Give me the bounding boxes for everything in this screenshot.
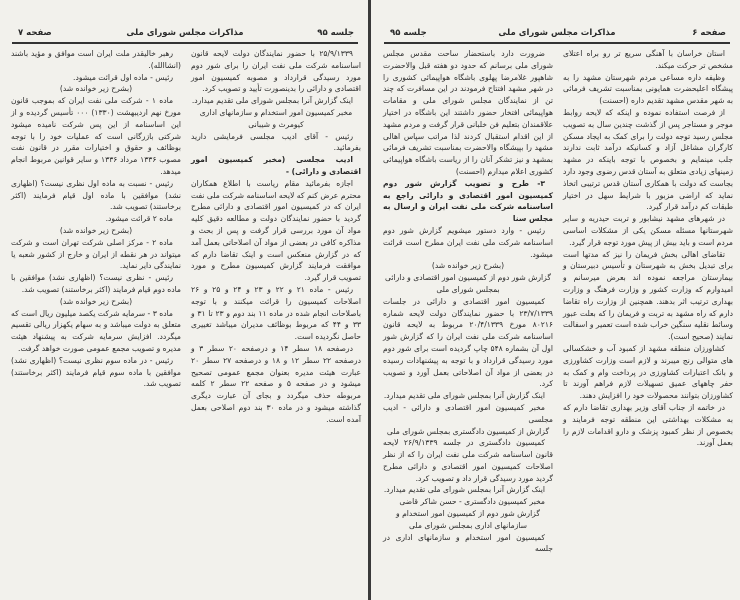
paragraph: ماده ۲ - مرکز اصلی شرکت تهران است و شرکت میتواند در هر نقطه از ایران و خارج از کشور شعبه یا نمایندگی دایر نماید. <box>11 237 181 271</box>
running-title: مذاکرات مجلس شورای ملی <box>126 28 244 38</box>
paragraph: رئیس - نسبت به ماده اول نظری نیست؟ (اظهاری نشد) موافقین با ماده اول قیام فرمایند (اکثر برخاستند) تصویب شد. <box>11 178 181 212</box>
paragraph: گزارش شور دوم از کمیسیون امور استخدام و سازمانهای اداری بمجلس شورای ملی <box>396 509 540 530</box>
paragraph: رئیس - در ماده سوم نظری نیست؟ (اظهاری نشد) موافقین با ماده سوم قیام فرمایند (اکثر برخاستند) تصویب شد. <box>11 355 181 389</box>
page-number: صفحه ۷ <box>18 28 52 38</box>
paragraph: ۲۵/۹/۱۳۳۹ با حضور نمایندگان دولت لایحه قانون اساسنامه شرکت ملی نفت ایران را برای شور دوم مورد رسیدگی قرارداد و مصوبه کمیسیون امور اقتصادی و دارائی را بدینصورت تأیید و تصویب کرد. <box>191 49 361 94</box>
paragraph: کمیسیون دادگستری در جلسه ۲۶/۹/۱۳۳۹ لایحه قانون اساسنامه شرکت ملی نفت ایران را که از نظر اصلاحات کمیسیون امور اقتصادی و دارائی مطرح گردید مورد رسیدگی قرار داد و تصویب کرد. <box>383 438 553 483</box>
paragraph: گزارش از کمیسیون دادگستری بمجلس شورای ملی <box>386 426 550 436</box>
paragraph: رئیس - وارد دستور میشویم گزارش شور دوم اساسنامه شرکت ملی نفت ایران مطرح است قرائت میشود. <box>383 225 553 259</box>
left-page <box>0 0 368 600</box>
paragraph: استان خراسان با آهنگی سریع تر رو براه اعتلای مشخص تر حرکت میکند. <box>563 49 733 70</box>
text-column <box>191 48 361 426</box>
paragraph: در خاتمه از جناب آقای وزیر بهداری تقاضا دارم که به مشکلات بهداشتی این منطقه توجه فرمایند و بخصوص از نظر کمبود پزشک و دارو اقدامات لازم را بعمل آورند. <box>563 402 733 448</box>
paragraph: کمیسیون امور اقتصادی و دارائی در جلسات ۲۳/۷/۱۳۳۹ با حضور نمایندگان دولت لایحه شماره ۸۰۲۱۶ مورخ ۲۰/۴/۱۳۳۹ مربوط به لایحه قانون اساسنامه شرکت ملی نفت ایران را که گزارش شور اول آن بشماره ۵۴۸ چاپ گردیده است برای شور دوم مورد رسیدگی قرارداد و با توجه به پیشنهادات رسیده در بعضی از مواد آن اصلاحاتی بعمل آورد و تصویب کرد. <box>383 296 554 389</box>
text-column <box>383 48 553 555</box>
paragraph: رئیس - ماده اول قرائت میشود. <box>73 72 173 82</box>
paragraph: ماده ۳ - سرمایه شرکت یکصد میلیون ریال است که متعلق به دولت میباشد و به سهام یکهزار ریالی تقسیم میگردد. افزایش سرمایه شرکت به پیشنهاد هیئت مدیره و تصویب مجمع عمومی صورت خواهد گرفت. <box>11 308 181 353</box>
session-number: جلسه ۹۵ <box>317 28 354 38</box>
section-heading: ۳- طرح و تصویب گزارش شور دوم کمیسیون امور اقتصادی و دارائی راجع به اساسنامه شرکت ملی نفت ایران و ارسال به مجلس سنا <box>383 178 553 224</box>
paragraph: (بشرح زیر خوانده شد) <box>431 261 505 271</box>
paragraph: گزارش شور دوم از کمیسیون امور اقتصادی و دارائی بمجلس شورای ملی <box>385 273 551 294</box>
paragraph: رهبر خالیقدر ملت ایران است موافق و مؤید باشند (انشاالله). <box>11 49 181 70</box>
paragraph: مخبر کمیسیون دادگستری - حسن شاکر قاضی <box>399 497 545 507</box>
paragraph: (بشرح زیر خوانده شد) <box>59 296 133 306</box>
page-gutter-divider <box>368 0 371 600</box>
paragraph: در شهرهای مشهد نیشابور و تربت حیدریه و سایر شهرستانها مسئله مسکن یکی از مشکلات اساسی مردم است و باید بیش از پیش مورد توجه قرار گیرد. <box>563 214 733 247</box>
text-column <box>11 48 181 390</box>
page-number: صفحه ۶ <box>692 28 726 38</box>
paragraph: ضرورت دارد باستحضار ساحت مقدس مجلس شورای ملی برسانم که حدود دو هفته قبل والاحضرت شاهپور غلامرضا پهلوی باشگاه هواپیمائی کشوری را در شهر مشهد افتتاح فرمودند در این مسافرت که چند تن از نمایندگان مجلس شورای ملی و مقامات هواپیمائی افتخار حضور داشتند این باشگاه در اختیار علاقمندان بتعلیم فن خلبانی قرار گرفت و مردم مشهد از این اقدام استقبال کردند لذا مراتب سپاس اهالی مشهد را بپیشگاه والاحضرت بمناسبت تشریف فرمائی بمشهد و نیز تشکر آنان را از ریاست باشگاه هواپیمائی کشوری اعلام میدارم (احسنت) <box>383 49 553 176</box>
text-column <box>563 48 733 449</box>
paragraph: رئیس - ماده ۲۱ و ۲۲ و ۲۳ و ۲۴ و ۲۵ و ۲۶ اصلاحات کمیسیون را قرائت میکنند و با توجه باصلاحات انجام شده در ماده ۱۱ بند دوم و ۲۳ تا ۳۱ و ۳۳ و ۴۴ که مربوط بوظائف مدیران میباشد تغییری حاصل نگردیده است. <box>191 284 362 342</box>
section-heading: ادیب مجلسی (مخبر کمیسیون امور اقتصادی و دارائی) - <box>191 155 361 176</box>
paragraph: رئیس - نظری نیست؟ (اظهاری نشد) موافقین با ماده دوم قیام فرمایند (اکثر برخاستند) تصویب شد. <box>11 273 181 294</box>
paragraph: درصفحه ۱۸ سطر ۱۴ و درصفحه ۲۰ سطر ۳ و درصفحه ۲۲ سطر ۱۲ و ۱۸ و درصفحه ۲۷ سطر ۲۰ عبارت هیئت مدیره بعنوان مجمع عمومی تصحیح میشود و در صفحه ۵ و صفحه ۲۲ سطر ۲ کلمه مربوطه حذف میگردد و بجای آن عبارت دیگری گذاشته میشود و در ماده ۳۰ بند دوم اصلاحی بعمل آمده است. <box>191 343 362 424</box>
paragraph: اجازه بفرمائید مقام ریاست با اطلاع همکاران محترم عرض کنم که لایحه اساسنامه شرکت ملی نفت ایران که در کمیسیون امور اقتصادی و دارائی مطرح گردید با حضور نمایندگان دولت و مطالعه دقیق کلیه مواد آن مورد بررسی قرار گرفت و پس از بحث و مذاکره کافی در بعضی از مواد آن اصلاحاتی بعمل آمد که در گزارش منعکس است و اینک تقاضا دارم که موافقت فرمایند گزارش کمیسیون مطرح و مورد تصویب قرار گیرد. <box>191 178 361 283</box>
paragraph: از فرصت استفاده نموده و اینکه که لایحه روابط موجر و مستاجر پس از گذشت چندین سال به تصویب مجلس رسید توجه دولت را برای کمک به ایجاد مسکن کارگران مشاغل آزاد و کسانیکه درآمد ثابت ندارند جلب مینمایم و بخصوص با توجه باینکه در مشهد زمینهای زیادی متعلق به آستان قدس رضوی وجود دارد بجاست که دولت با همکاری آستان قدس ترتیبی اتخاذ نماید که اراضی مزبور با شرایط سهل در اختیار طبقات کم درآمد قرار گیرد. <box>563 107 733 212</box>
paragraph: ماده ۲ قرائت میشود. <box>105 214 173 224</box>
paragraph: رئیس - آقای ادیب مجلسی فرمایشی دارید بفرمائید. <box>191 131 361 153</box>
paragraph: (بشرح زیر خوانده شد) <box>59 225 133 235</box>
page-header <box>384 28 730 44</box>
session-number: جلسه ۹۵ <box>390 28 427 38</box>
paragraph: کیومرث و شیبانی <box>248 119 304 129</box>
paragraph: اینک گزارش آنرا بمجلس شورای ملی تقدیم میدارد. <box>383 485 545 495</box>
paragraph: وظیفه داره مساعی مردم شهرستان مشهد را به پیشگاه اعلیحضرت همایونی بمناسبت تشریف فرمائی به شهر مقدس مشهد تقدیم داره (احسنت) <box>563 72 733 106</box>
running-title: مذاکرات مجلس شورای ملی <box>498 28 616 38</box>
paragraph: مخبر کمیسیون امور اقتصادی و دارائی - ادیب مجلسی <box>383 402 553 424</box>
page-header <box>12 28 358 44</box>
paragraph: (بشرح زیر خوانده شد) <box>59 84 133 94</box>
paragraph: ماده ۱ - شرکت ملی نفت ایران که بموجب قانون مورخ نهم اردیبهشت (۱۳۳۰) ۰۰۰ تأسیس گردیده و از این اساسنامه از این پس شرکت نامیده میشود شرکتی بازرگانی است که عملیات خود را با توجه بوظائف و حقوق و اختیارات مقرر در قانون نفت مصوب ۱۳۳۶ مرداد ۱۳۳۶ و سایر قوانین مربوط انجام میدهد. <box>11 96 181 176</box>
paragraph: مخبر کمیسیون امور استخدام و سازمانهای اداری <box>199 107 353 117</box>
paragraph: کشاورزان منطقه مشهد از کمبود آب و خشکسالی های متوالی رنج میبرند و لازم است وزارت کشاورزی و بانک اعتبارات کشاورزی در پرداخت وام و کمک به حفر چاههای عمیق تسهیلات لازم فراهم آورند تا کشاورزان بتوانند محصولات خود را افزایش دهند. <box>563 343 733 401</box>
paragraph: اینک گزارش آنرا بمجلس شورای ملی تقدیم میدارد. <box>191 96 353 106</box>
right-page <box>372 0 740 600</box>
paragraph: اینک گزارش آنرا بمجلس شورای ملی تقدیم میدارد. <box>383 391 545 401</box>
paragraph: کمیسیون امور استخدام و سازمانهای اداری در جلسه <box>383 532 553 554</box>
paragraph: تقاضای اهالی بخش فریمان را نیز که مدتها است برای تبدیل بخش به شهرستان و تأسیس دبیرستان و بیمارستان مراجعه نموده اند بعرض میرسانم و امیدوارم که وزارت کشور و وزارت فرهنگ و وزارت بهداری ترتیب اثر بدهند. همچنین از وزارت راه تقاضا دارم که راه مشهد به تربت و فریمان را که بعلت عبور وسائط نقلیه سنگین خراب شده است تعمیر و اسفالت نمایند (صحیح است). <box>563 249 733 342</box>
